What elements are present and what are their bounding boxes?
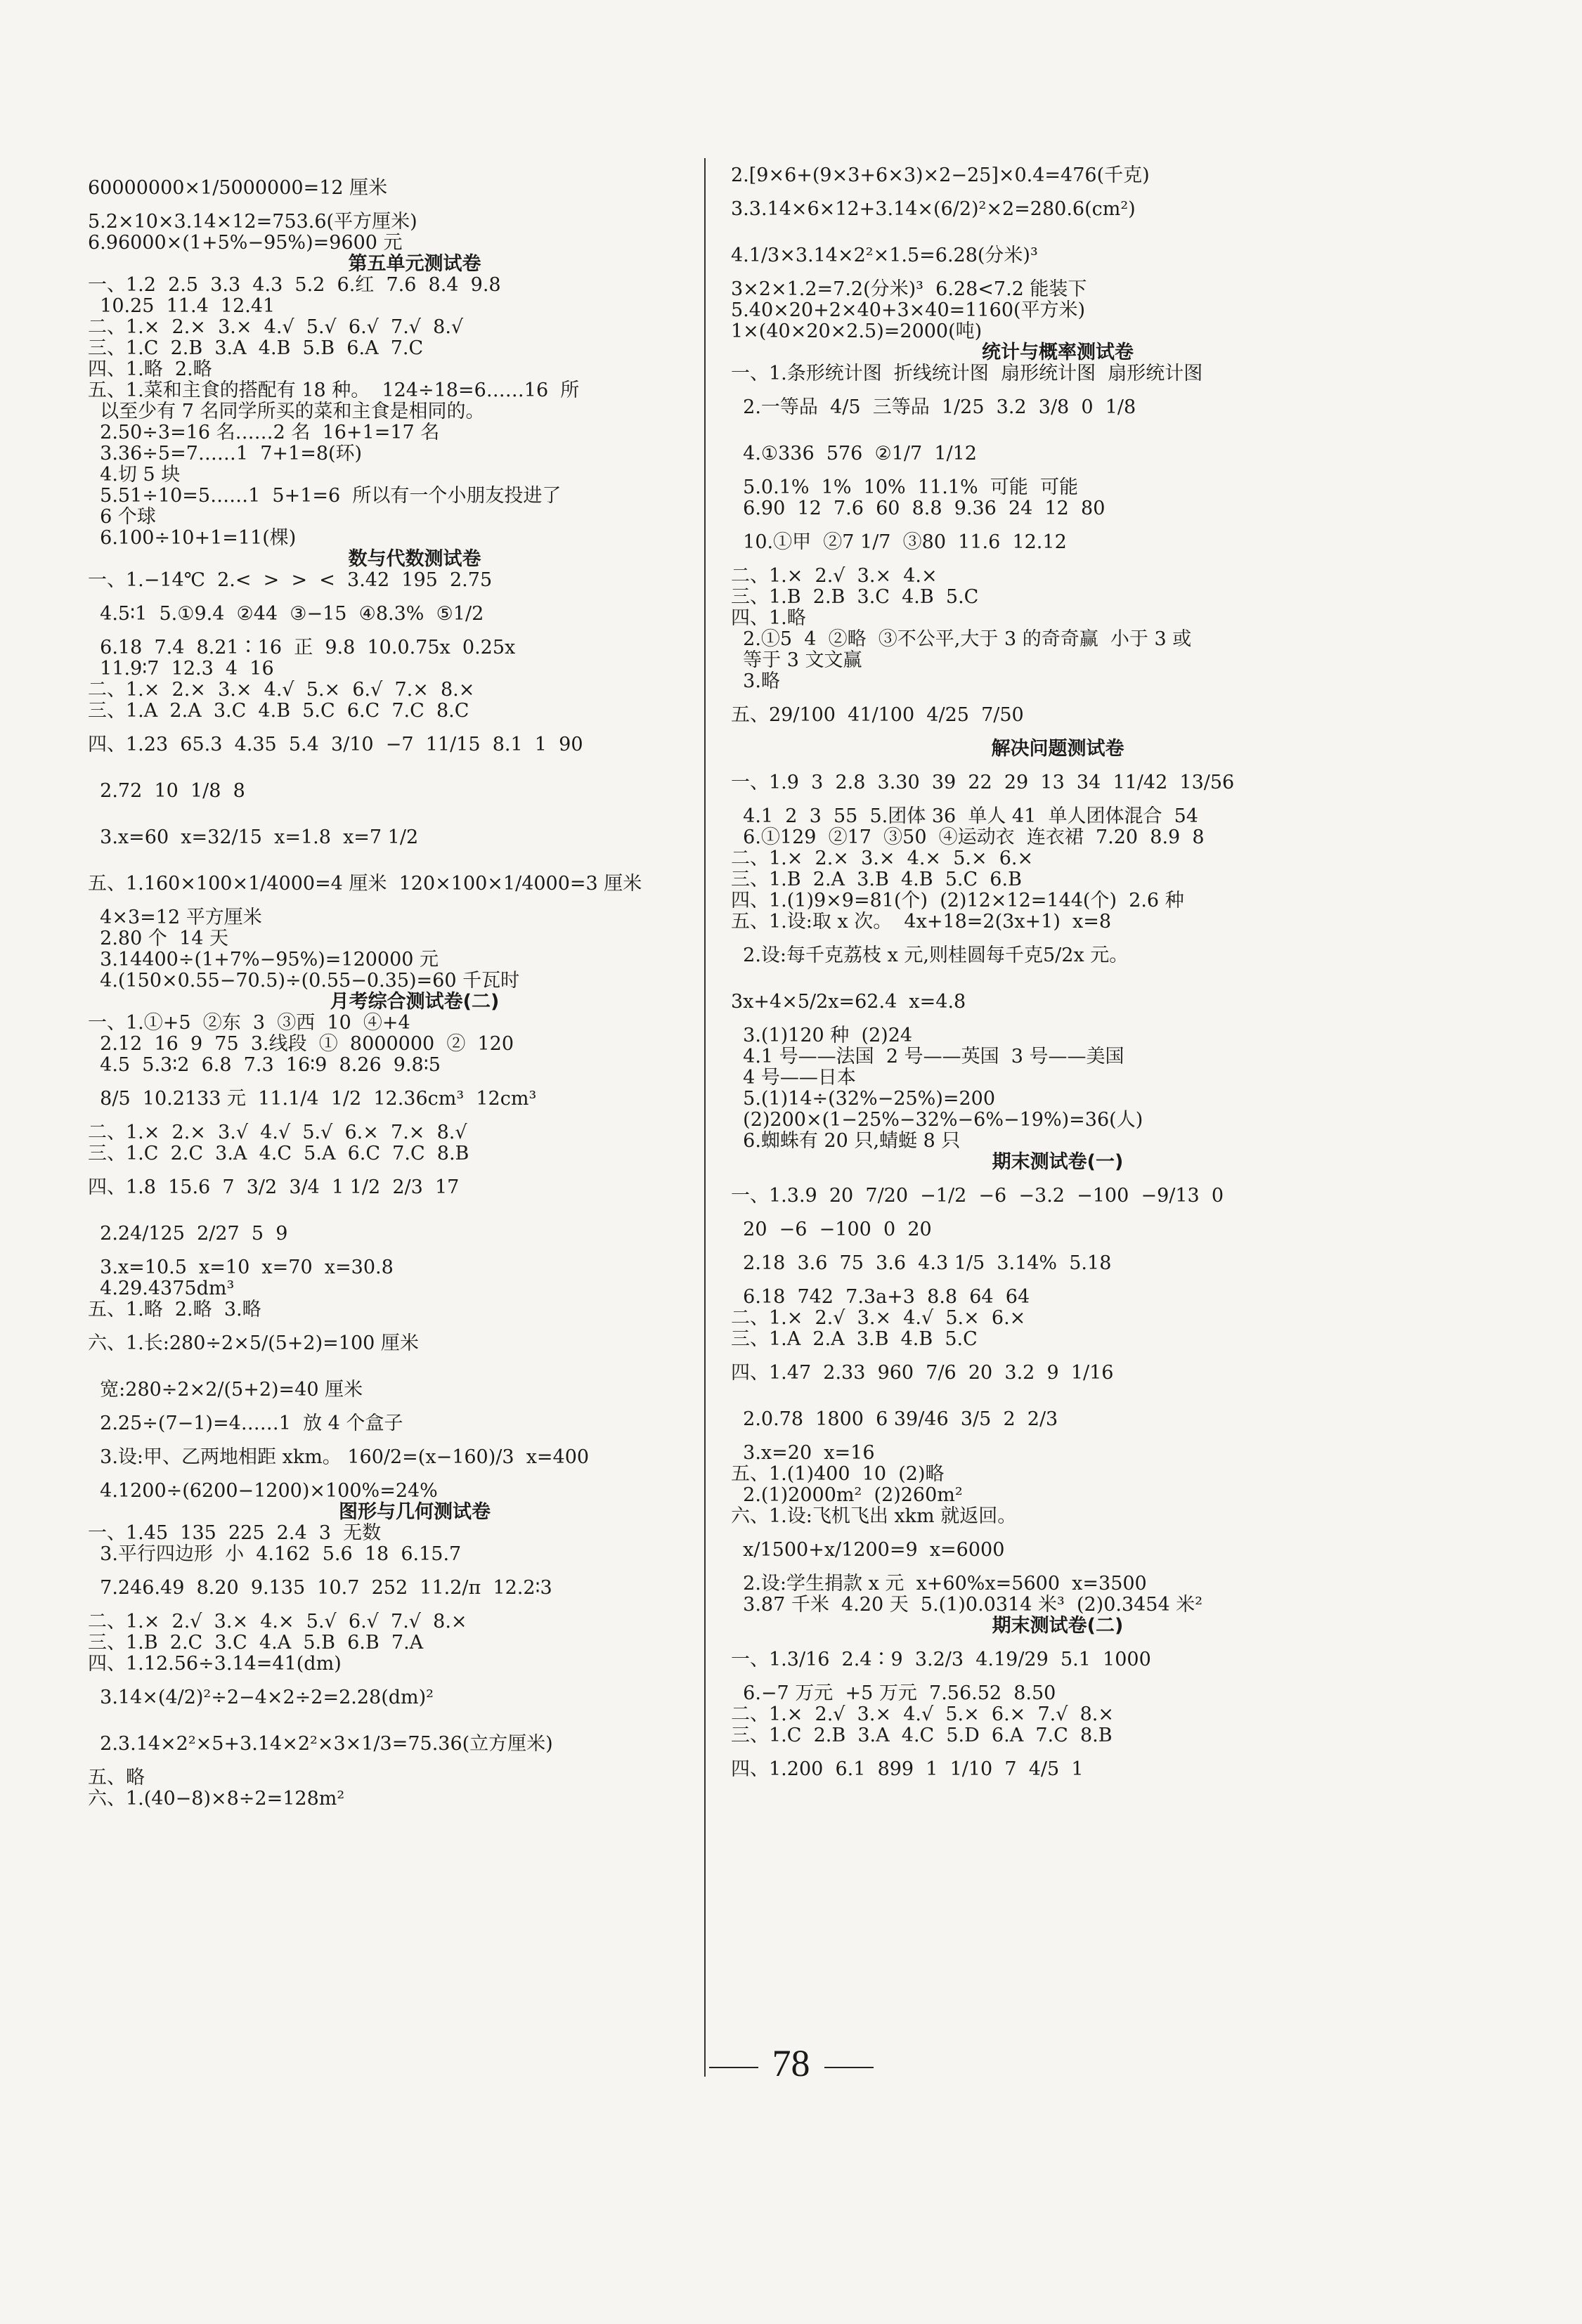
answer-line: 二、1.× 2.√ 3.× 4.√ 5.× 6.×	[731, 1307, 1026, 1329]
answer-line: 二、1.× 2.× 3.× 4.× 5.× 6.×	[731, 848, 1034, 869]
answer-line: 4.29.4375dm³	[88, 1278, 235, 1299]
answer-line: 三、1.A 2.A 3.B 4.B 5.C	[731, 1328, 978, 1350]
section-title: 第五单元测试卷	[348, 253, 481, 275]
left-column	[88, 165, 671, 1810]
answer-line: 四、1.8 15.6 7 3/2 3/4 1 1/2 2/3 17	[88, 1176, 460, 1198]
answer-line: 一、1.45 135 225 2.4 3 无数	[88, 1522, 382, 1544]
answer-line: 11.9∶7 12.3 4 16	[88, 658, 274, 680]
section-title: 解决问题测试卷	[991, 738, 1124, 760]
answer-line: 四、1.略 2.略	[88, 358, 212, 380]
page-number-dash-left	[709, 2067, 758, 2068]
answer-line: 2.50÷3=16 名……2 名 16+1=17 名	[88, 422, 440, 443]
answer-line: 7.246.49 8.20 9.135 10.7 252 11.2/π 12.2∶3	[88, 1577, 552, 1599]
answer-line: 3.略	[731, 670, 780, 692]
answer-line: 四、1.23 65.3 4.35 5.4 3/10 −7 11/15 8.1 1 90	[88, 734, 583, 755]
answer-line: 5.2×10×3.14×12=753.6(平方厘米)	[88, 211, 417, 233]
section-title: 统计与概率测试卷	[982, 342, 1134, 363]
answer-line: 2.3.14×2²×5+3.14×2²×3×1/3=75.36(立方厘米)	[88, 1733, 553, 1755]
answer-line: 10.①甲 ②7 1/7 ③80 11.6 12.12	[731, 531, 1067, 553]
answer-line: 一、1.条形统计图 折线统计图 扇形统计图 扇形统计图	[731, 363, 1203, 384]
answer-line: 一、1.①+5 ②东 3 ③西 10 ④+4	[88, 1012, 410, 1034]
answer-line: (2)200×(1−25%−32%−6%−19%)=36(人)	[731, 1109, 1143, 1131]
answer-line: 1×(40×20×2.5)=2000(吨)	[731, 320, 983, 342]
answer-line: 3.设:甲、乙两地相距 xkm。 160/2=(x−160)/3 x=400	[88, 1446, 590, 1468]
section-title: 期末测试卷(一)	[992, 1151, 1124, 1173]
answer-line: 3.36÷5=7……1 7+1=8(环)	[88, 443, 363, 465]
answer-line: 6.96000×(1+5%−95%)=9600 元	[88, 232, 403, 254]
answer-line: 4.5 5.3∶2 6.8 7.3 16∶9 8.26 9.8∶5	[88, 1054, 441, 1076]
answer-line: 一、1.2 2.5 3.3 4.3 5.2 6.红 7.6 8.4 9.8	[88, 274, 501, 296]
answer-line: 2.18 3.6 75 3.6 4.3 1/5 3.14% 5.18	[731, 1252, 1112, 1274]
answer-line: 四、1.200 6.1 899 1 1/10 7 4/5 1	[731, 1758, 1084, 1780]
answer-line: 5.(1)14÷(32%−25%)=200	[731, 1088, 996, 1110]
section-title: 数与代数测试卷	[348, 548, 481, 570]
answer-line: 2.①5 4 ②略 ③不公平,大于 3 的奇奇赢 小于 3 或	[731, 628, 1192, 650]
answer-line: 10.25 11.4 12.41	[88, 295, 275, 317]
answer-line: 2.设:学生捐款 x 元 x+60%x=5600 x=3500	[731, 1573, 1147, 1595]
answer-line: 四、1.12.56÷3.14=41(dm)	[88, 1653, 342, 1675]
answer-line: 二、1.× 2.√ 3.× 4.×	[731, 565, 938, 587]
answer-line: 4.1 2 3 55 5.团体 36 单人 41 单人团体混合 54	[731, 805, 1198, 827]
answer-line: 4.1/3×3.14×2²×1.5=6.28(分米)³	[731, 245, 1038, 266]
answer-line: x/1500+x/1200=9 x=6000	[731, 1539, 1005, 1561]
page-number-dash-right	[824, 2067, 874, 2068]
answer-line: 2.24/125 2/27 5 9	[88, 1223, 288, 1245]
section-title: 期末测试卷(二)	[992, 1615, 1124, 1637]
answer-line: 4 号——日本	[731, 1067, 856, 1089]
column-divider	[704, 158, 706, 2077]
answer-line: 一、1.3.9 20 7/20 −1/2 −6 −3.2 −100 −9/13 0	[731, 1185, 1224, 1207]
answer-line: 6.90 12 7.6 60 8.8 9.36 24 12 80	[731, 498, 1106, 519]
answer-line: 2.72 10 1/8 8	[88, 780, 245, 802]
answer-line: 6 个球	[88, 506, 156, 528]
answer-line: 5.51÷10=5……1 5+1=6 所以有一个小朋友投进了	[88, 485, 562, 507]
answer-line: 6.①129 ②17 ③50 ④运动衣 连衣裙 7.20 8.9 8	[731, 826, 1205, 848]
answer-line: 2.0.78 1800 6 39/46 3/5 2 2/3	[731, 1408, 1058, 1430]
answer-line: 3.x=60 x=32/15 x=1.8 x=7 1/2	[88, 826, 419, 848]
answer-line: 4.5∶1 5.①9.4 ②44 ③−15 ④8.3% ⑤1/2	[88, 603, 484, 625]
answer-line: 五、1.(1)400 10 (2)略	[731, 1463, 945, 1485]
answer-line: 2.(1)2000m² (2)260m²	[731, 1484, 963, 1506]
answer-line: 四、1.(1)9×9=81(个) (2)12×12=144(个) 2.6 种	[731, 890, 1184, 911]
answer-line: 五、1.菜和主食的搭配有 18 种。 124÷18=6……16 所	[88, 379, 580, 401]
answer-line: 以至少有 7 名同学所买的菜和主食是相同的。	[88, 401, 485, 422]
answer-line: 3.3.14×6×12+3.14×(6/2)²×2=280.6(cm²)	[731, 198, 1136, 220]
answer-line: 三、1.C 2.C 3.A 4.C 5.A 6.C 7.C 8.B	[88, 1143, 469, 1164]
answer-line: 2.80 个 14 天	[88, 928, 228, 949]
answer-line: 五、1.设:取 x 次。 4x+18=2(3x+1) x=8	[731, 911, 1112, 933]
answer-line: 6.100÷10+1=11(棵)	[88, 527, 297, 549]
answer-line: 3.x=10.5 x=10 x=70 x=30.8	[88, 1257, 394, 1278]
answer-line: 二、1.× 2.√ 3.× 4.× 5.√ 6.√ 7.√ 8.×	[88, 1611, 467, 1632]
answer-line: 三、1.B 2.B 3.C 4.B 5.C	[731, 586, 979, 608]
answer-line: 4×3=12 平方厘米	[88, 907, 262, 928]
answer-line: 二、1.× 2.× 3.√ 4.√ 5.√ 6.× 7.× 8.√	[88, 1122, 467, 1143]
answer-line: 三、1.A 2.A 3.C 4.B 5.C 6.C 7.C 8.C	[88, 700, 469, 722]
answer-line: 宽:280÷2×2/(5+2)=40 厘米	[88, 1379, 363, 1401]
answer-line: 4.①336 576 ②1/7 1/12	[731, 443, 977, 465]
answer-line: 五、1.略 2.略 3.略	[88, 1299, 261, 1320]
answer-line: 六、1.(40−8)×8÷2=128m²	[88, 1788, 345, 1810]
answer-line: 6.蜘蛛有 20 只,蜻蜓 8 只	[731, 1130, 961, 1152]
answer-line: 3×2×1.2=7.2(分米)³ 6.28<7.2 能装下	[731, 278, 1087, 300]
answer-line: 五、29/100 41/100 4/25 7/50	[731, 704, 1024, 726]
answer-line: 8/5 10.2133 元 11.1/4 1/2 12.36cm³ 12cm³	[88, 1088, 537, 1110]
answer-line: 四、1.47 2.33 960 7/6 20 3.2 9 1/16	[731, 1362, 1114, 1384]
answer-line: 三、1.C 2.B 3.A 4.C 5.D 6.A 7.C 8.B	[731, 1725, 1113, 1746]
answer-line: 一、1.−14℃ 2.< > > < 3.42 195 2.75	[88, 569, 493, 591]
answer-line: 二、1.× 2.× 3.× 4.√ 5.√ 6.√ 7.√ 8.√	[88, 316, 464, 338]
page-number	[0, 2041, 1582, 2085]
answer-line: 三、1.B 2.C 3.C 4.A 5.B 6.B 7.A	[88, 1632, 424, 1654]
answer-line: 五、略	[88, 1767, 145, 1789]
answer-line: 一、1.9 3 2.8 3.30 39 22 29 13 34 11/42 13/56	[731, 772, 1235, 793]
answer-line: 4.切 5 块	[88, 464, 181, 486]
answer-line: 2.25÷(7−1)=4……1 放 4 个盒子	[88, 1413, 403, 1434]
answer-line: 三、1.B 2.A 3.B 4.B 5.C 6.B	[731, 869, 1022, 890]
answer-line: 3x+4×5/2x=62.4 x=4.8	[731, 991, 966, 1013]
answer-line: 3.87 千米 4.20 天 5.(1)0.0314 米³ (2)0.3454 米²	[731, 1594, 1203, 1616]
answer-line: 3.14400÷(1+7%−95%)=120000 元	[88, 949, 439, 971]
answer-line: 六、1.长:280÷2×5/(5+2)=100 厘米	[88, 1332, 419, 1354]
answer-line: 6.18 742 7.3a+3 8.8 64 64	[731, 1286, 1030, 1308]
answer-line: 2.[9×6+(9×3+6×3)×2−25]×0.4=476(千克)	[731, 164, 1150, 186]
answer-line: 五、1.160×100×1/4000=4 厘米 120×100×1/4000=3 厘米	[88, 873, 642, 895]
answer-line: 4.(150×0.55−70.5)÷(0.55−0.35)=60 千瓦时	[88, 970, 520, 992]
answer-line: 60000000×1/5000000=12 厘米	[88, 177, 388, 199]
page-number-value: 78	[772, 2042, 810, 2084]
answer-line: 20 −6 −100 0 20	[731, 1219, 932, 1240]
answer-line: 四、1.略	[731, 607, 806, 629]
right-column	[731, 165, 1314, 1793]
answer-line: 二、1.× 2.× 3.× 4.√ 5.× 6.√ 7.× 8.×	[88, 679, 475, 701]
answer-line: 4.1 号——法国 2 号——英国 3 号——美国	[731, 1046, 1124, 1067]
answer-line: 一、1.3/16 2.4∶9 3.2/3 4.19/29 5.1 1000	[731, 1649, 1151, 1670]
section-title: 月考综合测试卷(二)	[330, 991, 500, 1013]
answer-line: 3.(1)120 种 (2)24	[731, 1025, 913, 1046]
answer-line: 3.14×(4/2)²÷2−4×2÷2=2.28(dm)²	[88, 1687, 434, 1708]
answer-line: 2.设:每千克荔枝 x 元,则桂圆每千克5/2x 元。	[731, 944, 1129, 966]
answer-line: 3.平行四边形 小 4.162 5.6 18 6.15.7	[88, 1543, 462, 1565]
answer-line: 二、1.× 2.√ 3.× 4.√ 5.× 6.× 7.√ 8.×	[731, 1703, 1114, 1725]
answer-line: 等于 3 文文赢	[731, 649, 862, 671]
answer-line: 六、1.设:飞机飞出 xkm 就返回。	[731, 1505, 1017, 1527]
answer-line: 2.12 16 9 75 3.线段 ① 8000000 ② 120	[88, 1033, 514, 1055]
answer-line: 3.x=20 x=16	[731, 1442, 875, 1464]
answer-line: 6.−7 万元 +5 万元 7.56.52 8.50	[731, 1682, 1056, 1704]
answer-line: 4.1200÷(6200−1200)×100%=24%	[88, 1480, 438, 1502]
answer-line: 三、1.C 2.B 3.A 4.B 5.B 6.A 7.C	[88, 337, 424, 359]
answer-line: 2.一等品 4/5 三等品 1/25 3.2 3/8 0 1/8	[731, 396, 1136, 418]
section-title: 图形与几何测试卷	[339, 1501, 491, 1523]
answer-line: 5.40×20+2×40+3×40=1160(平方米)	[731, 299, 1086, 321]
answer-line: 5.0.1% 1% 10% 11.1% 可能 可能	[731, 476, 1078, 498]
answer-line: 6.18 7.4 8.21∶16 正 9.8 10.0.75x 0.25x	[88, 637, 516, 658]
